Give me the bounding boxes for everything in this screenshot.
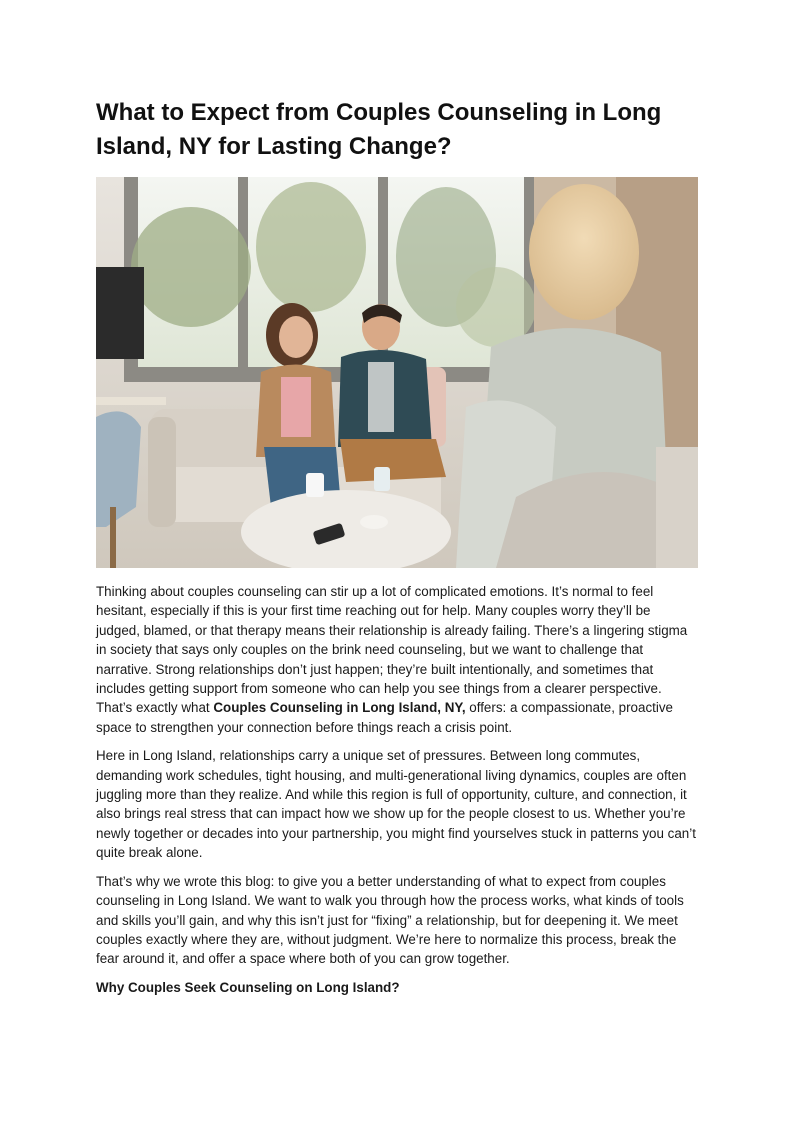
counseling-scene-illustration xyxy=(96,177,698,568)
paragraph-intro-text: Thinking about couples counseling can stir up a lot of complicated emotions. It’s normal to feel hesitant, especially if this is your first time reaching out for help. Many couples worry they’ll be judged, blamed, or that therapy means their relationship is already failing. There’s a lingering stigma in society that says only couples on the brink need counseling, but we want to challenge that narrative. Strong relationships don’t just happen; they’re built intentionally, and sometimes that includes getting support from someone who can help you see things from a clearer perspective. That’s exactly what xyxy=(96,584,688,716)
page-title: What to Expect from Couples Counseling in Long Island, NY for Lasting Change? xyxy=(96,99,662,160)
article-body xyxy=(96,582,698,1006)
section-subheading: Why Couples Seek Counseling on Long Island? xyxy=(96,979,400,995)
service-link-text: Couples Counseling in Long Island, NY, xyxy=(213,700,466,716)
paragraph-long-island: Here in Long Island, relationships carry a unique set of pressures. Between long commutes, demanding work schedules, tight housing, and multi-generational living dynamics, couples are often juggling more than they realize. And while this region is full of opportunity, culture, and connection, it also brings real stress that can impact how we show up for the people closest to us. Whether you’re newly together or decades into your partnership, you might find yourselves stuck in patterns you can’t quite break alone. xyxy=(96,748,696,861)
paragraph-blog-purpose: That’s why we wrote this blog: to give you a better understanding of what to expect from couples counseling in Long Island. We want to walk you through how the process works, what kinds of tools and skills you’ll gain, and why this isn’t just for “fixing” a relationship, but for deepening it. We meet couples exactly where they are, without judgment. We’re here to normalize this process, break the fear around it, and offer a space where both of you can grow together. xyxy=(96,873,684,967)
paragraph-intro xyxy=(96,582,698,737)
paragraph-intro-text-end: offers: a compassionate, proactive space to strengthen your connection before things reach a crisis point. xyxy=(96,700,673,735)
counseling-photo xyxy=(96,177,698,568)
